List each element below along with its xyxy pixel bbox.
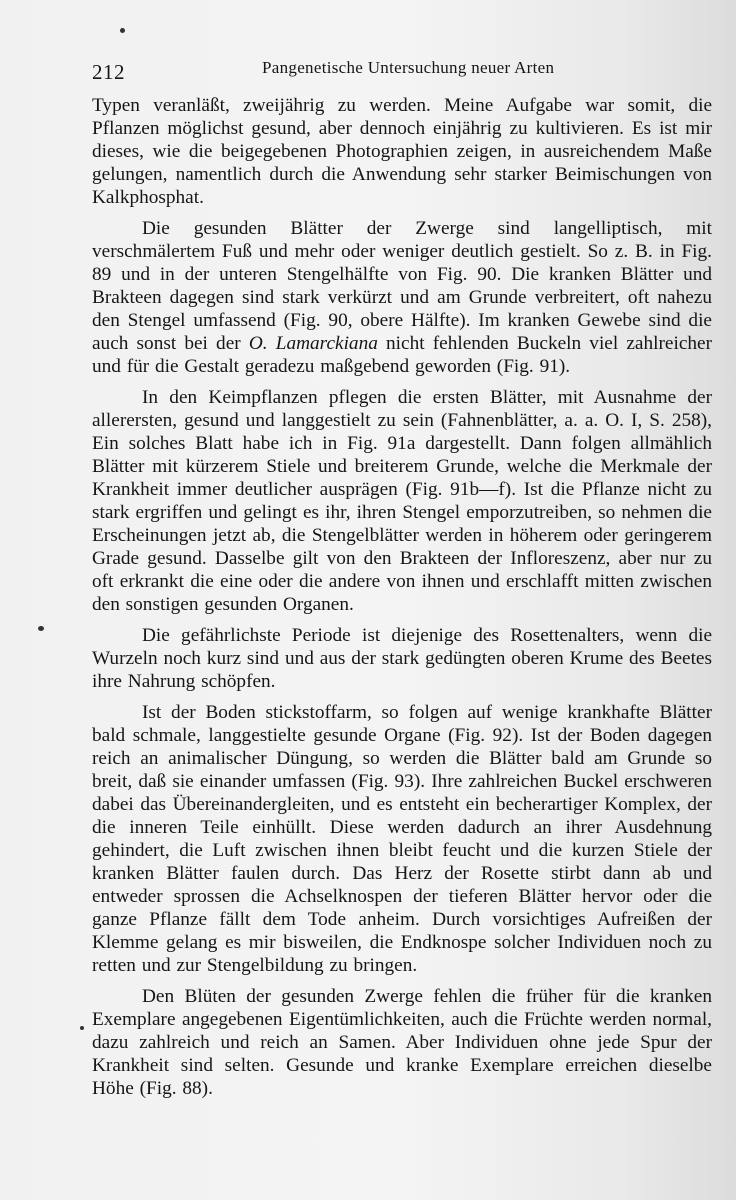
paragraph: Ist der Boden stickstoffarm, so folgen auf wenige krankhafte Blätter bald schmale, langgestielte gesunde Organe (Fig. 92). Ist der Boden dagegen reich an animalischer Düngung, so werden die Blätter bald am Grunde so breit, daß sie einander umfassen (Fig. 93). Ihre zahlreichen Buckel erschweren dabei das Übereinandergleiten, und es entsteht ein becherartiger Komplex, der die inneren Teile einhüllt. Diese werden dadurch an ihrer Ausdehnung gehindert, die Luft zwischen ihnen bleibt feucht und die kurzen Stiele der kranken Blätter faulen durch. Das Herz der Rosette stirbt dann ab und entweder sprossen die Achselknospen der tieferen Blätter hervor oder die ganze Pflanze fällt dem Tode anheim. Durch vorsichtiges Aufreißen der Klemme gelang es mir bisweilen, die Endknospe solcher Individuen noch zu retten und zur Stengelbildung zu bringen. [92,702,712,976]
paragraph: Den Blüten der gesunden Zwerge fehlen die früher für die kranken Exemplare angegebenen Eigentümlichkeiten, auch die Früchte werden normal, dazu zahlreich und reich an Samen. Aber Individuen ohne jede Spur der Krankheit sind selten. Gesunde und kranke Exemplare erreichen dieselbe Höhe (Fig. 88). [92,986,712,1099]
paragraph: In den Keimpflanzen pflegen die ersten Blätter, mit Ausnahme der allerersten, gesund und langgestielt zu sein (Fahnenblätter, a. a. O. I, S. 258), Ein solches Blatt habe ich in Fig. 91a dargestellt. Dann folgen allmählich Blätter mit kürzerem Stiele und breiterem Grunde, welche die Merkmale der Krankheit immer deutlicher ausprägen (Fig. 91b—f). Ist die Pflanze nicht zu stark ergriffen und gelingt es ihr, ihren Stengel emporzutreiben, so nehmen die Erscheinungen jetzt ab, die Stengelblätter werden in höherem oder geringerem Grade gesund. Dasselbe gilt von den Brakteen der Infloreszenz, aber nur zu oft erkrankt die eine oder die andere von ihnen und erschlafft mitten zwischen den sonstigen gesunden Organen. [92,387,712,615]
ink-speck [120,28,125,33]
species-name: O. Lamarckiana [248,333,378,354]
paragraph [92,217,712,378]
paragraph-text: nicht fehlenden Buckeln viel zahlreicher und für die Gestalt geradezu maßgebend geworden (Fig. 91). [92,333,712,377]
body-text [92,94,712,1108]
paragraph-text: Die gesunden Blätter der Zwerge sind langelliptisch, mit verschmälertem Fuß und mehr oder weniger deutlich gestielt. So z. B. in Fig. 89 und in der unteren Stengelhälfte von Fig. 90. Die kranken Blätter und Brakteen dagegen sind stark verkürzt und am Grunde verbreitert, oft nahezu den Stengel umfassend (Fig. 90, obere Hälfte). Im kranken Gewebe sind die auch sonst bei der [92,218,712,354]
running-head: Pangenetische Untersuchung neuer Arten [262,58,555,77]
page-number: 212 [92,60,125,84]
paragraph: Typen veranläßt, zweijährig zu werden. Meine Aufgabe war somit, die Pflanzen möglichst gesund, aber dennoch einjährig zu kultivieren. Es ist mir dieses, wie die beigegebenen Photographien zeigen, in ausreichendem Maße gelungen, namentlich durch die Anwendung sehr starker Beimischungen von Kalkphosphat. [92,95,712,208]
paragraph: Die gefährlichste Periode ist diejenige des Rosettenalters, wenn die Wurzeln noch kurz sind und aus der stark gedüngten oberen Krume des Beetes ihre Nahrung schöpfen. [92,625,712,692]
ink-speck [80,1026,84,1030]
page-header [92,48,712,88]
ink-speck [38,626,44,631]
